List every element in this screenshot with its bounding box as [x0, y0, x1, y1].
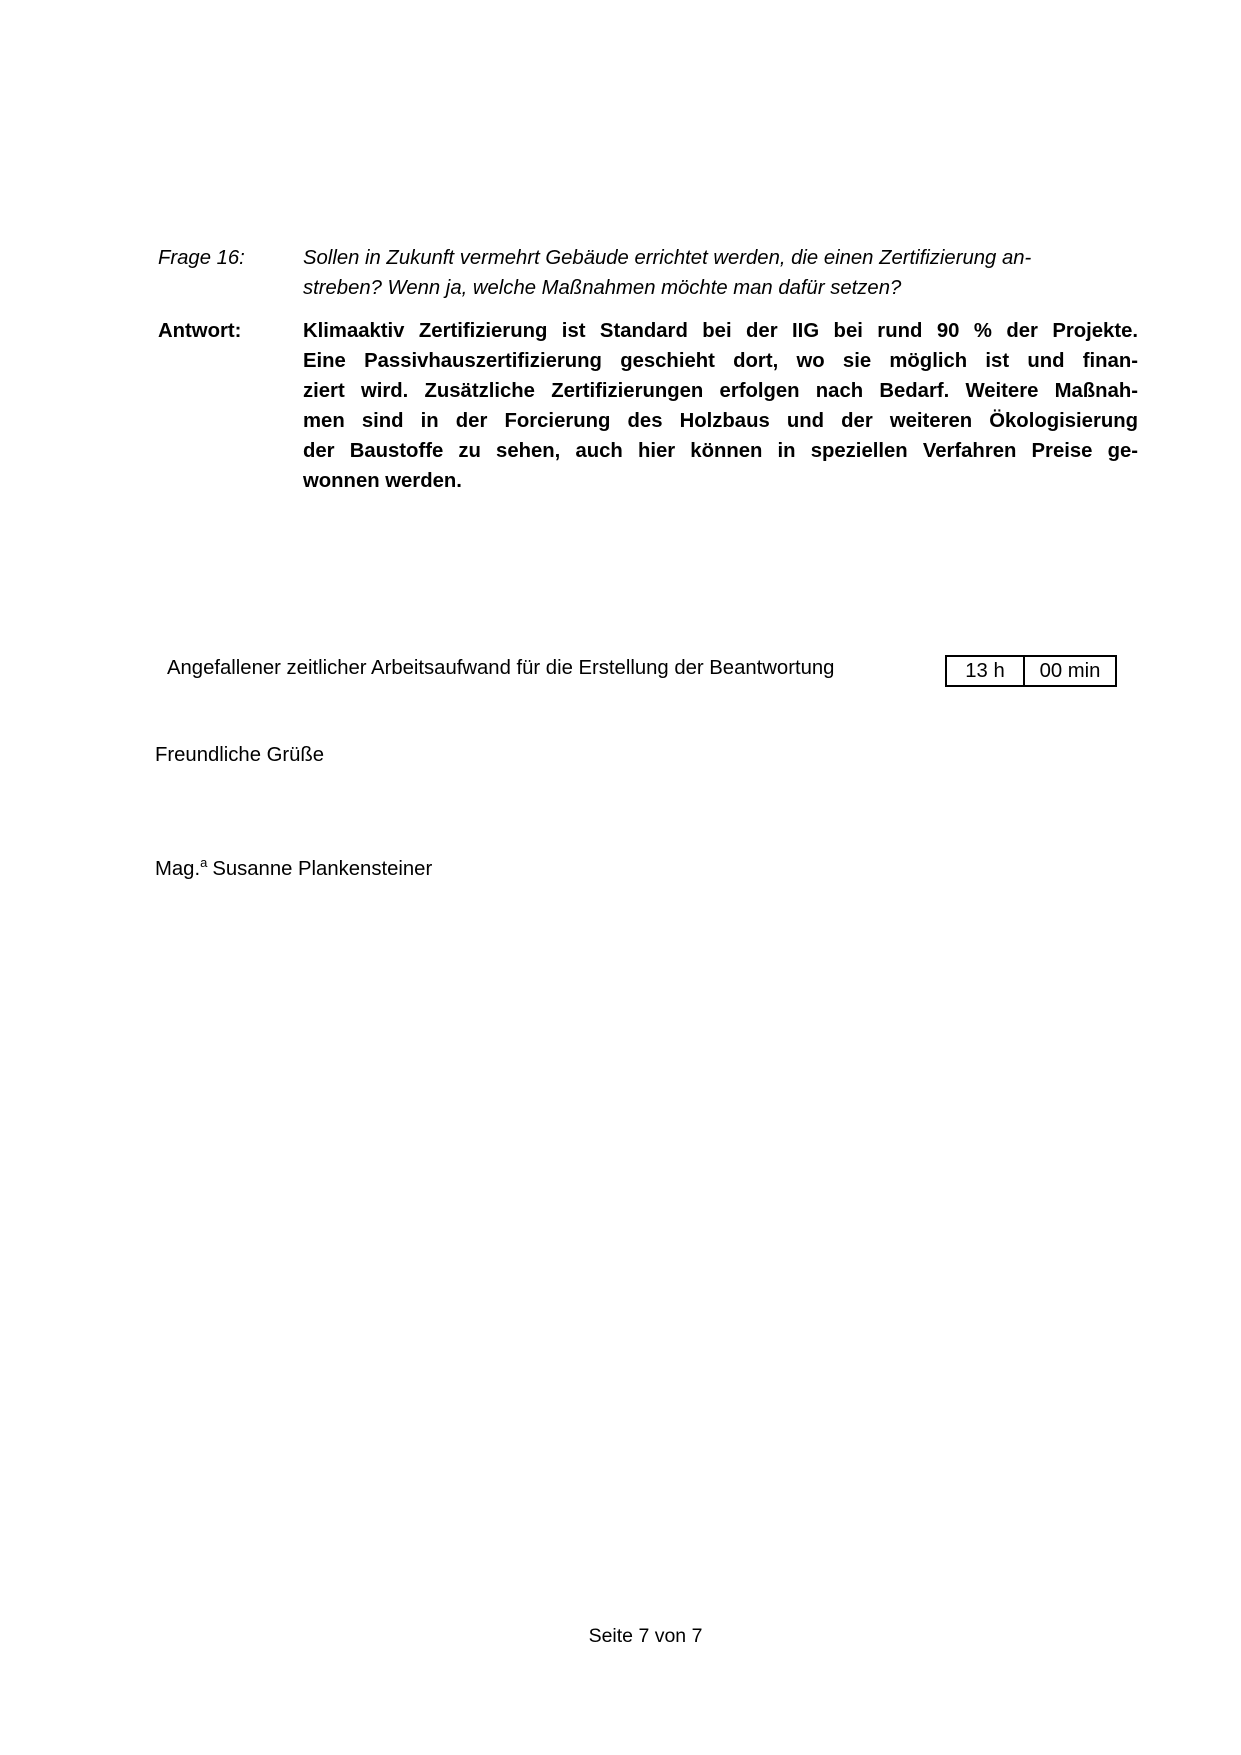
- effort-minutes-cell: 00 min: [1039, 660, 1101, 682]
- answer-label: Antwort:: [158, 320, 242, 342]
- signature-name: [155, 854, 432, 884]
- answer-line: Klimaaktiv Zertifizierung ist Standard bei der IIG bei rund 90 % der Projekte.: [303, 320, 1138, 342]
- answer-line: wonnen werden.: [303, 470, 462, 492]
- answer-text: [303, 316, 1138, 496]
- question-line: Sollen in Zukunft vermehrt Gebäude errichtet werden, die einen Zertifizierung an-: [303, 247, 1032, 269]
- effort-table: [945, 655, 1117, 687]
- question-line: streben? Wenn ja, welche Maßnahmen möchte man dafür setzen?: [303, 277, 902, 299]
- effort-label: Angefallener zeitlicher Arbeitsaufwand für die Erstellung der Beantwortung: [167, 657, 835, 679]
- answer-line: men sind in der Forcierung des Holzbaus und der weiteren Ökologisierung: [303, 410, 1138, 432]
- closing-greeting: Freundliche Grüße: [155, 744, 325, 766]
- answer-line: der Baustoffe zu sehen, auch hier können in speziellen Verfahren Preise ge-: [303, 440, 1138, 462]
- effort-hours-cell: 13 h: [947, 657, 1025, 685]
- signature-person-name: Susanne Plankensteiner: [212, 858, 433, 880]
- question-text: [303, 243, 1143, 303]
- page-number: Seite 7 von 7: [588, 1625, 703, 1647]
- question-label: Frage 16:: [158, 247, 245, 269]
- answer-line: Eine Passivhauszertifizierung geschieht dort, wo sie möglich ist und finan-: [303, 350, 1138, 372]
- answer-line: ziert wird. Zusätzliche Zertifizierungen erfolgen nach Bedarf. Weitere Maßnah-: [303, 380, 1138, 402]
- signature-superscript-a: a: [200, 855, 208, 871]
- signature-prefix: Mag.: [155, 858, 201, 880]
